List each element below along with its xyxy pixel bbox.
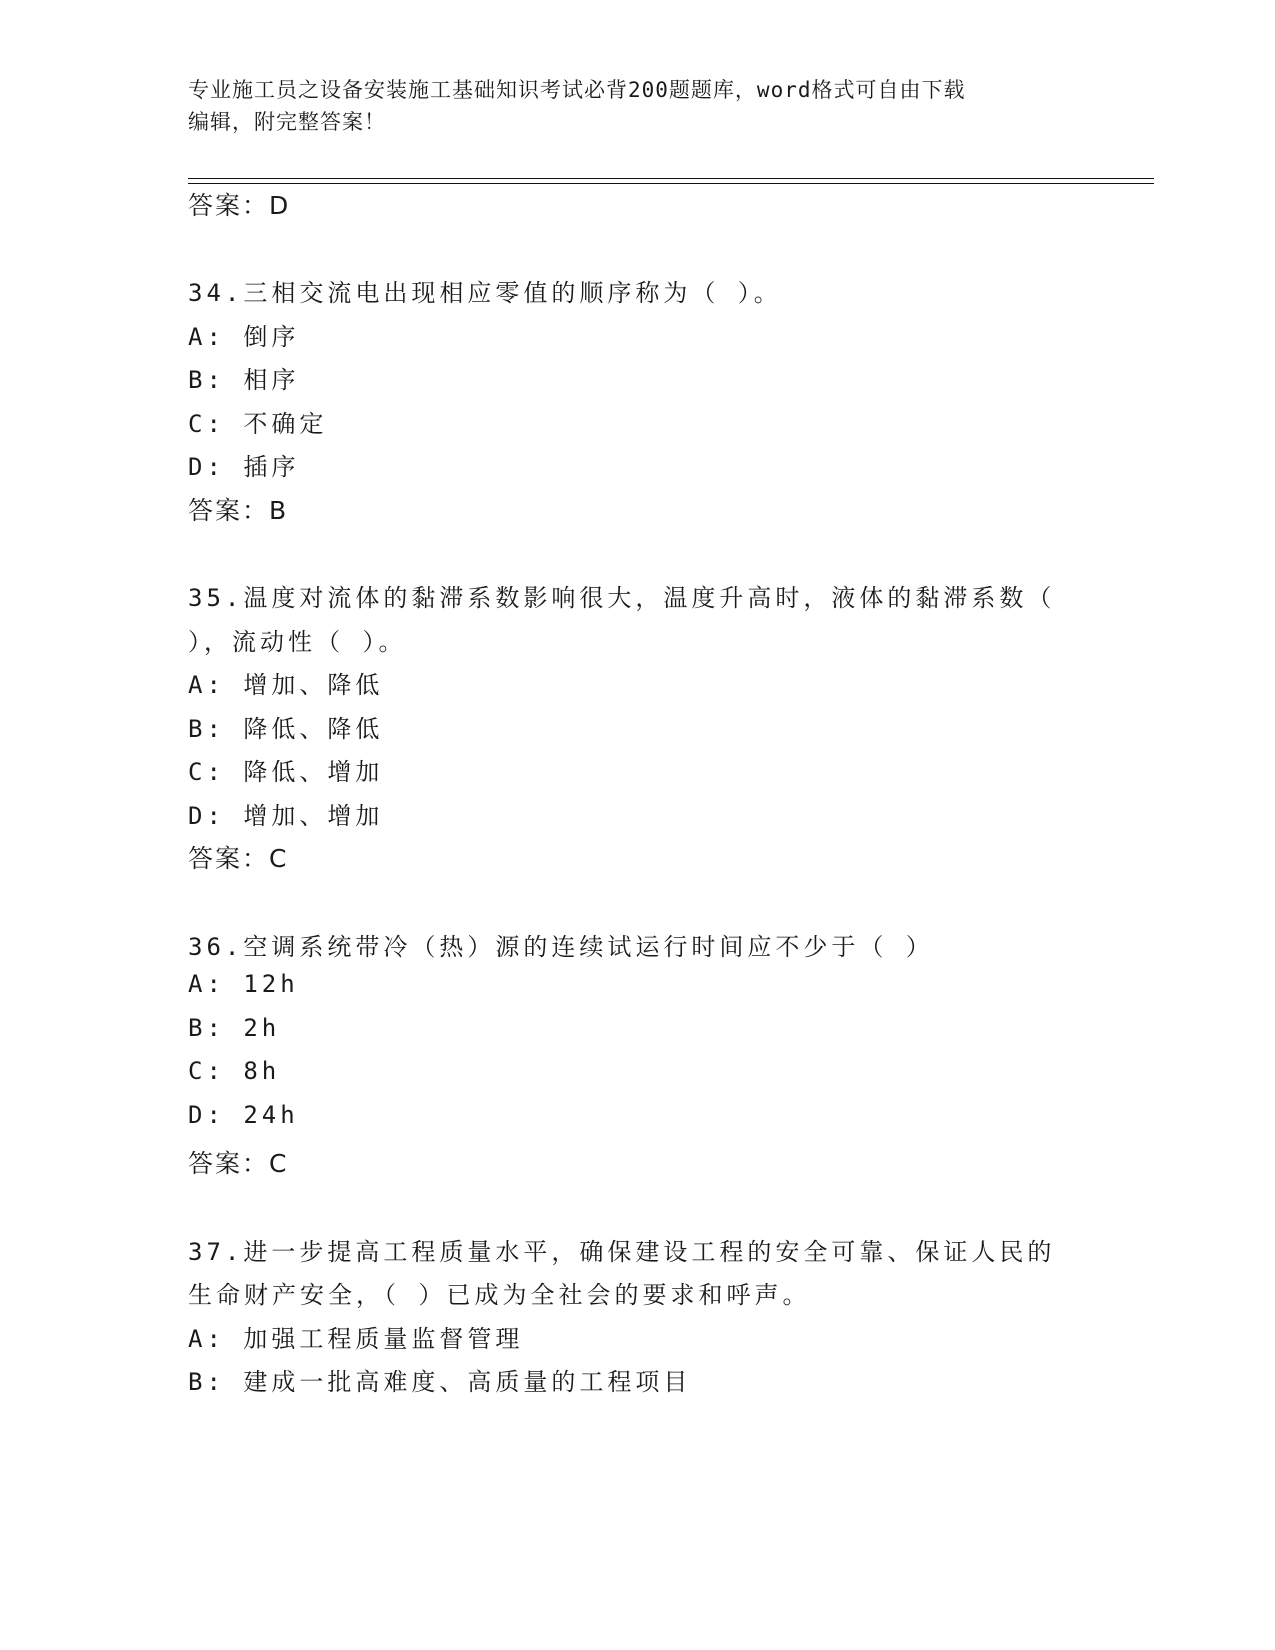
question-36-answer: 答案：C [188, 1149, 289, 1178]
question-34-option-a: A: 倒序 [188, 323, 300, 351]
question-37-option-b: B: 建成一批高难度、高质量的工程项目 [188, 1368, 692, 1396]
question-35-stem-line-2: ），流动性（ ）。 [188, 628, 407, 656]
question-34-option-b: B: 相序 [188, 366, 300, 394]
question-35-stem-line-1: 35.温度对流体的黏滞系数影响很大，温度升高时，液体的黏滞系数（ [188, 584, 1056, 612]
question-37-option-a: A: 加强工程质量监督管理 [188, 1325, 524, 1353]
question-35-option-a: A: 增加、降低 [188, 671, 384, 699]
question-35-option-d: D: 增加、增加 [188, 802, 384, 830]
previous-answer: 答案：D [188, 191, 291, 220]
question-35-option-b: B: 降低、降低 [188, 715, 384, 743]
question-37-stem-line-2: 生命财产安全，（ ）已成为全社会的要求和呼声。 [188, 1281, 811, 1309]
document-header [188, 74, 1068, 138]
question-34-option-d: D: 插序 [188, 453, 300, 481]
question-37-stem-line-1: 37.进一步提高工程质量水平，确保建设工程的安全可靠、保证人民的 [188, 1238, 1056, 1266]
question-36-stem: 36.空调系统带冷（热）源的连续试运行时间应不少于（ ） [188, 933, 934, 961]
question-36-option-d: D: 24h [188, 1101, 299, 1129]
header-title-line-1: 专业施工员之设备安装施工基础知识考试必背200题题库，word格式可自由下载 [188, 78, 966, 102]
question-35-answer: 答案：C [188, 844, 289, 873]
question-36-option-a: A: 12h [188, 970, 299, 998]
question-36-option-b: B: 2h [188, 1014, 281, 1042]
question-36-option-c: C: 8h [188, 1057, 281, 1085]
question-35-option-c: C: 降低、增加 [188, 758, 384, 786]
question-34-option-c: C: 不确定 [188, 410, 328, 438]
header-divider-top [188, 178, 1154, 179]
question-34-stem: 34.三相交流电出现相应零值的顺序称为（ ）。 [188, 279, 782, 307]
header-divider-bottom [188, 183, 1154, 184]
question-34-answer: 答案：B [188, 496, 289, 525]
header-title-line-2: 编辑，附完整答案！ [188, 110, 386, 134]
